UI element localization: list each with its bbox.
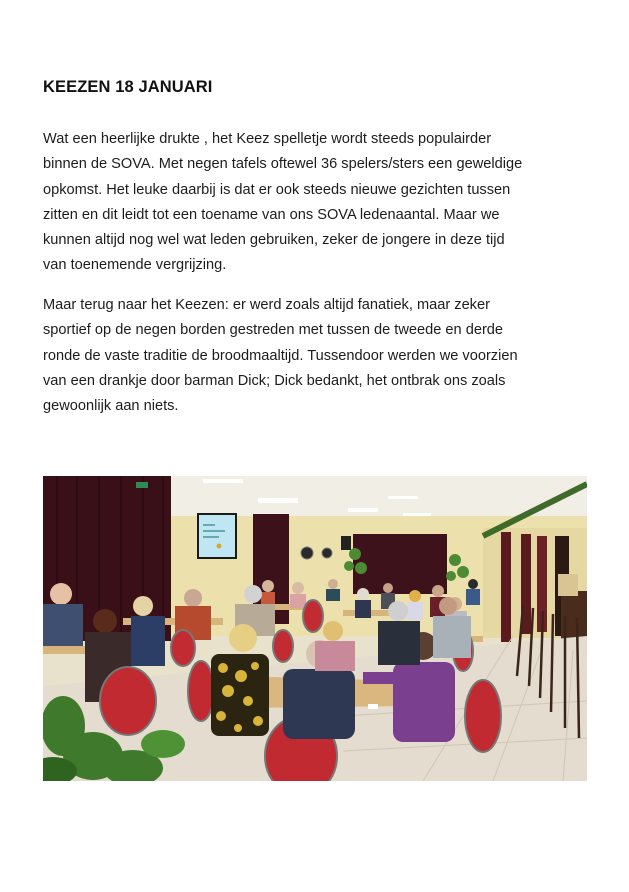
event-photo-illustration [43, 476, 587, 781]
photo-pillar [501, 532, 511, 642]
page-title: KEEZEN 18 JANUARI [43, 78, 213, 96]
photo-curtain-back [353, 534, 447, 594]
paragraph-intro: Wat een heerlijke drukte , het Keez spelletje wordt steeds populairder binnen de SOVA. Met negen tafels oftewel 36 spelers/sters een geweldige opkomst. Het leuke daarbij is dat er ook steeds nieuwe gezichten tussen zitten en dit leidt tot een toename van ons SOVA ledenaantal. Maar we kunnen altijd nog wel wat leden gebruiken, zeker de jongere in deze tijd van toenemende vergrijzing. [43, 131, 523, 274]
photo-exit-sign [136, 482, 148, 488]
paragraph-event: Maar terug naar het Keezen: er werd zoals altijd fanatiek, maar zeker sportief op de negen borden gestreden met tussen de tweede en derde ronde de vaste traditie de broodmaaltijd. Tussendoor werden we voorzien van een drankje door barman Dick; Dick bedankt, het ontbrak ons zoals gewoonlijk aan niets. [43, 297, 518, 415]
photo-dartboard [301, 547, 313, 559]
event-photo [43, 476, 587, 781]
